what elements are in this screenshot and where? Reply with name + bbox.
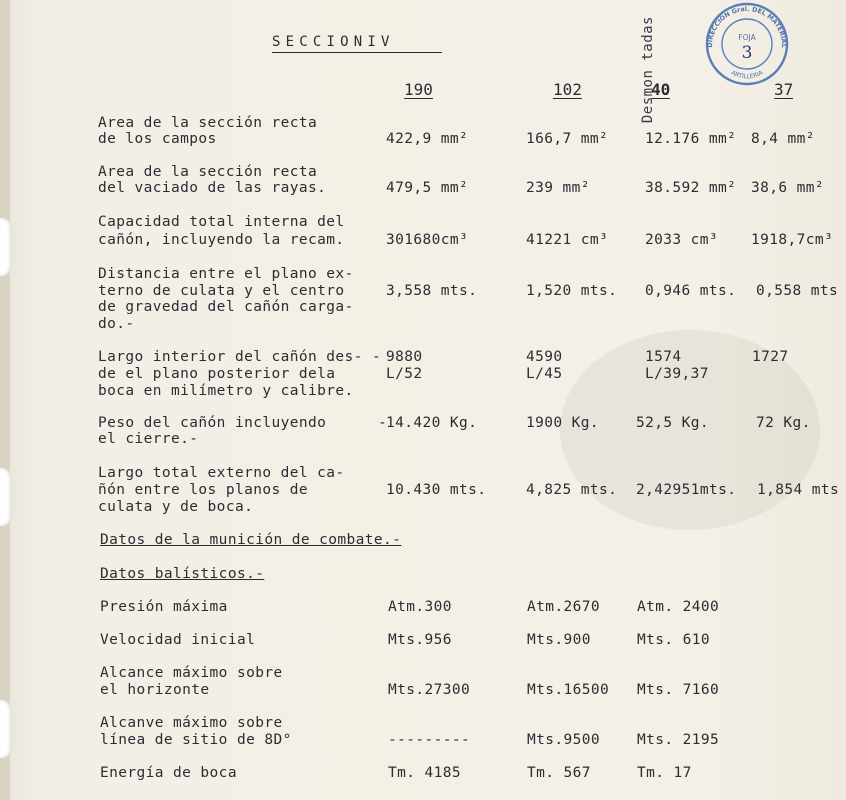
- table-cell: 2,42951mts.: [636, 482, 737, 498]
- binder-hole: [0, 468, 12, 526]
- table-cell: ---------: [388, 732, 471, 748]
- table-cell: 1,854 mts: [757, 482, 840, 498]
- table-cell: Tm. 4185: [388, 765, 462, 781]
- row-label-line: Area de la sección recta: [98, 115, 318, 131]
- section-title: SECCIONIV: [272, 34, 442, 53]
- row-label-line: Energía de boca: [100, 765, 237, 781]
- row-label-line: do.-: [98, 316, 135, 332]
- page-edge: [0, 0, 10, 800]
- table-cell: 52,5 Kg.: [636, 415, 710, 431]
- row-label-line: Capacidad total interna del: [98, 214, 345, 230]
- row-label-line: Presión máxima: [100, 599, 228, 615]
- row-label-line: Alcanve máximo sobre: [100, 715, 283, 731]
- binder-hole: [0, 218, 12, 276]
- svg-text:ARTILLERIA: [730, 69, 765, 81]
- table-cell: L/39,37: [645, 366, 709, 382]
- table-cell: Mts. 2195: [637, 732, 720, 748]
- row-label-line: culata y de boca.: [98, 499, 254, 515]
- row-label-line: de los campos: [98, 131, 217, 147]
- table-cell: 4,825 mts.: [526, 482, 618, 498]
- table-cell: 1900 Kg.: [526, 415, 600, 431]
- row-label-line: terno de culata y el centro: [98, 283, 345, 299]
- table-cell: Mts.9500: [527, 732, 601, 748]
- table-cell: Tm. 567: [527, 765, 591, 781]
- table-cell: 1727: [752, 349, 789, 365]
- row-label-line: Velocidad inicial: [100, 632, 256, 648]
- column-header: 40: [651, 80, 671, 99]
- foja-stamp: [700, 0, 794, 86]
- row-label-line: el horizonte: [100, 682, 210, 698]
- table-cell: 2033 cm³: [645, 232, 719, 248]
- row-label-line: Distancia entre el plano ex-: [98, 266, 354, 282]
- table-cell: 422,9 mm²: [386, 131, 469, 147]
- row-label-line: línea de sitio de 8D°: [100, 732, 292, 748]
- table-cell: 12.176 mm²: [645, 131, 737, 147]
- column-header: 190: [404, 80, 433, 99]
- table-cell: 239 mm²: [526, 180, 590, 196]
- row-label-line: Largo total externo del ca-: [98, 465, 345, 481]
- table-cell: 38,6 mm²: [751, 180, 825, 196]
- row-label-line: del vaciado de las rayas.: [98, 180, 327, 196]
- row-label-line: de el plano posterior dela: [98, 366, 336, 382]
- table-cell: 8,4 mm²: [751, 131, 815, 147]
- table-cell: 9880: [386, 349, 423, 365]
- row-label-line: de gravedad del cañón carga-: [98, 299, 354, 315]
- row-label-tail: -: [372, 349, 382, 365]
- table-cell: 1918,7cm³: [751, 232, 834, 248]
- table-cell: L/45: [526, 366, 563, 382]
- binder-hole: [0, 700, 12, 758]
- table-cell: Atm.2670: [527, 599, 601, 615]
- table-cell: Tm. 17: [637, 765, 692, 781]
- row-label-line: boca en milímetro y calibre.: [98, 383, 354, 399]
- table-cell: 166,7 mm²: [526, 131, 609, 147]
- table-cell: 38.592 mm²: [645, 180, 737, 196]
- stamp-bottom-text: ARTILLERIA: [729, 69, 765, 81]
- table-cell: Mts.16500: [527, 682, 610, 698]
- table-cell: 14.420 Kg.: [386, 415, 478, 431]
- column-header: 102: [553, 80, 582, 99]
- table-cell: 0,946 mts.: [645, 283, 737, 299]
- stamp-top-text: DIRECCION Gral. DEL MATERIAL: [705, 4, 789, 48]
- stamp-number: 3: [741, 43, 753, 63]
- row-label-tail: -: [378, 415, 388, 431]
- table-cell: 301680cm³: [386, 232, 469, 248]
- section-heading-munition: Datos de la munición de combate.-: [100, 532, 402, 548]
- row-label-line: cañón, incluyendo la recam.: [98, 232, 345, 248]
- column-header: 37: [774, 80, 794, 99]
- table-cell: 72 Kg.: [756, 415, 811, 431]
- table-cell: 41221 cm³: [526, 232, 609, 248]
- row-label-line: el cierre.-: [98, 431, 199, 447]
- table-cell: 0,558 mts: [756, 283, 839, 299]
- section-heading-ballistic: Datos balísticos.-: [100, 566, 265, 582]
- table-cell: Atm. 2400: [637, 599, 720, 615]
- stamp-label: FOJA: [738, 33, 756, 42]
- table-cell: 479,5 mm²: [386, 180, 469, 196]
- table-cell: 4590: [526, 349, 563, 365]
- row-label-line: Peso del cañón incluyendo: [98, 415, 327, 431]
- row-label-line: Largo interior del cañón des-: [98, 349, 363, 365]
- table-cell: Atm.300: [388, 599, 452, 615]
- table-cell: L/52: [386, 366, 423, 382]
- table-cell: 1,520 mts.: [526, 283, 618, 299]
- table-cell: Mts.900: [527, 632, 591, 648]
- side-note: Desmon tadas: [640, 16, 656, 124]
- table-cell: 10.430 mts.: [386, 482, 487, 498]
- row-label-line: Alcance máximo sobre: [100, 665, 283, 681]
- row-label-line: Area de la sección recta: [98, 164, 318, 180]
- row-label-line: ñón entre los planos de: [98, 482, 308, 498]
- table-cell: Mts.956: [388, 632, 452, 648]
- table-cell: Mts. 7160: [637, 682, 720, 698]
- table-cell: 1574: [645, 349, 682, 365]
- table-cell: Mts.27300: [388, 682, 471, 698]
- table-cell: Mts. 610: [637, 632, 711, 648]
- table-cell: 3,558 mts.: [386, 283, 478, 299]
